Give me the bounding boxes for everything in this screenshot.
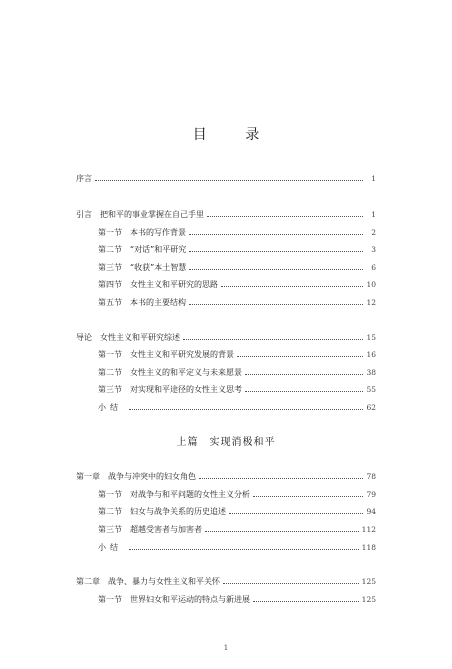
entry-page: 94 <box>366 507 376 516</box>
toc-entry <box>98 243 376 257</box>
leader-dots <box>129 541 359 550</box>
toc-entry <box>76 331 376 345</box>
entry-title: 女性主义的和平定义与未来愿景 <box>130 368 242 377</box>
leader-dots <box>253 488 363 497</box>
toc-entry <box>98 383 376 397</box>
entry-label: 第一节 <box>98 350 122 359</box>
toc-entry <box>98 226 376 240</box>
entry-title: 超越受害者与加害者 <box>130 525 202 534</box>
leader-dots <box>229 505 363 514</box>
toc-entry <box>76 172 376 186</box>
leader-dots <box>95 172 363 181</box>
toc-entry <box>98 541 376 555</box>
entry-title: 对实现和平途径的女性主义思考 <box>130 385 242 394</box>
entry-title: 战争、暴力与女性主义和平关怀 <box>108 577 220 586</box>
leader-dots <box>189 226 363 235</box>
entry-title: 把和平的事业掌握在自己手里 <box>100 210 204 219</box>
leader-dots <box>189 261 363 270</box>
entry-label: 引言 <box>76 210 92 219</box>
leader-dots <box>129 401 363 410</box>
toc-entry <box>98 593 376 607</box>
toc-entry <box>98 296 376 310</box>
entry-label: 小结 <box>98 543 122 552</box>
toc-title: 目 录 <box>192 127 277 143</box>
leader-dots <box>189 243 363 252</box>
toc-entry <box>98 278 376 292</box>
entry-page: 2 <box>371 228 376 237</box>
toc-entry <box>98 401 376 415</box>
entry-title: 女性主义和平研究综述 <box>100 333 180 342</box>
leader-dots <box>245 366 363 375</box>
entry-label: 第一节 <box>98 490 122 499</box>
leader-dots <box>245 383 363 392</box>
toc-entry <box>76 575 376 589</box>
toc-entry <box>98 366 376 380</box>
entry-page: 79 <box>366 490 376 499</box>
leader-dots <box>189 296 363 305</box>
entry-label: 序言 <box>76 174 92 183</box>
entry-page: 3 <box>371 245 376 254</box>
page-number: 1 <box>223 644 229 652</box>
entry-label: 第三节 <box>98 263 122 272</box>
entry-page: 78 <box>366 472 376 481</box>
entry-page: 1 <box>371 174 376 183</box>
entry-label: 第一章 <box>76 472 100 481</box>
leader-dots <box>253 593 359 602</box>
entry-label: 导论 <box>76 333 92 342</box>
entry-page: 6 <box>371 263 376 272</box>
entry-title: 女性主义和平研究发展的背景 <box>130 350 234 359</box>
leader-dots <box>221 278 363 287</box>
leader-dots <box>183 331 363 340</box>
entry-title: “收获”本土智慧 <box>130 263 187 272</box>
entry-page: 118 <box>361 543 376 552</box>
entry-title: 本书的主要结构 <box>130 298 186 307</box>
entry-label: 第三节 <box>98 385 122 394</box>
toc-entry <box>98 523 376 537</box>
toc-entry <box>98 505 376 519</box>
entry-label: 第二节 <box>98 368 122 377</box>
toc-entry <box>98 261 376 275</box>
entry-label: 第二节 <box>98 507 122 516</box>
part-title: 上篇 实现消极和平 <box>176 437 276 448</box>
entry-title: 女性主义和平研究的思路 <box>130 280 218 289</box>
entry-label: 第三节 <box>98 525 122 534</box>
leader-dots <box>207 208 363 217</box>
entry-page: 12 <box>366 298 376 307</box>
entry-page: 1 <box>371 210 376 219</box>
entry-title: 对战争与和平问题的女性主义分析 <box>130 490 250 499</box>
entry-title: “对话”和平研究 <box>130 245 187 254</box>
entry-label: 第五节 <box>98 298 122 307</box>
entry-page: 15 <box>366 333 376 342</box>
entry-title: 战争与冲突中的妇女角色 <box>108 472 196 481</box>
entry-page: 55 <box>366 385 376 394</box>
toc-entry <box>98 348 376 362</box>
leader-dots <box>205 523 359 532</box>
entry-label: 第四节 <box>98 280 122 289</box>
entry-page: 125 <box>361 595 376 604</box>
leader-dots <box>199 470 363 479</box>
entry-page: 16 <box>366 350 376 359</box>
entry-page: 10 <box>366 280 376 289</box>
entry-label: 第二节 <box>98 245 122 254</box>
entry-label: 第一节 <box>98 228 122 237</box>
leader-dots <box>237 348 363 357</box>
entry-page: 112 <box>361 525 376 534</box>
entry-title: 世界妇女和平运动的特点与新进展 <box>130 595 250 604</box>
entry-label: 第一节 <box>98 595 122 604</box>
entry-page: 125 <box>361 577 376 586</box>
toc-entry <box>76 470 376 484</box>
toc-entry <box>76 208 376 222</box>
entry-label: 第二章 <box>76 577 100 586</box>
entry-title: 本书的写作背景 <box>130 228 186 237</box>
leader-dots <box>223 575 359 584</box>
toc-entry <box>98 488 376 502</box>
entry-page: 38 <box>366 368 376 377</box>
entry-title: 妇女与战争关系的历史追述 <box>130 507 226 516</box>
entry-label: 小结 <box>98 403 122 412</box>
entry-page: 62 <box>366 403 376 412</box>
